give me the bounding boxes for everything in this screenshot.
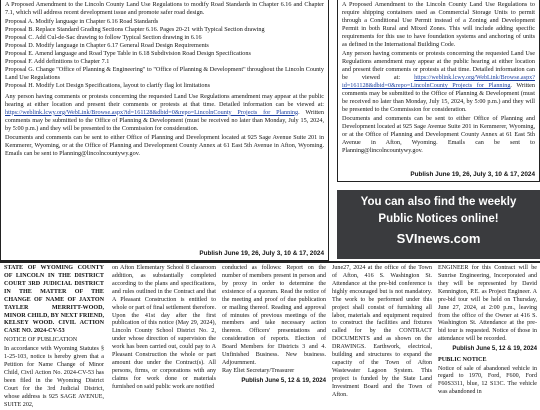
ad-line-3: SVInews.com	[396, 230, 481, 246]
proposal-h: Proposal H. Modify Lot Design Specifications, layout to clarify flag lot limitations	[5, 81, 211, 89]
proposal-list	[5, 18, 324, 89]
ad-line-1: You can also find the weekly	[360, 196, 517, 208]
public-notice-heading: PUBLIC NOTICE	[438, 357, 487, 364]
bid-notice-body: June27, 2024 at the office of the Town of Afton, 416 S. Washington St. Attendance at the pre-bid conference is highly encouraged but is not mandatory. The work to be performed under this project shall consist of furnishing all labor, materials and equipment required to construct the facilities and fixtures called for by the CONTRACT DOCUMENTS and as shown on the DRAWINGS. Earthwork, electrical, building and structures to expand the capacity of the Town of Afton Wastewater Lagoon System. This project is funded by the State Land Investment Board and the Town of Afton.	[332, 265, 432, 398]
column-4	[332, 265, 432, 400]
ad-line-2: Public Notices online!	[378, 212, 499, 225]
left-notice-comments-end: . Written comments may be submitted to the Office of Planning & Development (must be received no later than Monday, July 15, 2024, by 5:00 p.m.) and they will be presented to the Commission for consideration.	[5, 108, 324, 132]
proposal-a: Proposal A. Modify language in Chapter 6.16 Road Standards	[5, 18, 159, 26]
right-notice-comments-end: . Written comments may be submitted to the Office of Planning & Development (must be received no later than Monday, July 15, 2024, by 5:00 p.m.) and they will be presented to the Commission for consideration.	[342, 81, 535, 113]
left-notice-link[interactable]: https://weblink.lcwy.org/WebLink/Browse.aspx?id=161128&dbid=0&repo=LincolnCounty Projects for Planning	[5, 108, 299, 116]
proposal-g: Proposal G. Change "Office of Planning & Engineering" to "Office of Planning & Development" throughout the Lincoln County Land Use Regulations	[5, 66, 324, 81]
proposal-b: Proposal B. Replace Standard Grading Sections Chapter 6.16. Pages 20-21 with Typical Section drawing	[5, 26, 265, 34]
right-notice-intro: A Proposed Amendment to the Lincoln County Land Use Regulations to require shipping containers used as Commercial Storage Units to permit through a Conditional Use Permit instead of a Zoning and Development Permit in both Rural and Mixed Zones. This will include adding specific requirements for this use to have foundation systems and anchoring of units as defined in the International Building Code.	[342, 1, 535, 48]
right-notice-link[interactable]: https://weblink.lcwy.org/WebLink/Browse.aspx?id=161128&dbid=0&repo=LincolnCounty Projects for Planning	[342, 73, 535, 89]
engineer-notice-body: ENGINEER for this Contract will be Sunrise Engineering, Incorporated and they will be represented by David Kennington, P.E. as Project Engineer. A pre-bid tour will be held on Thursday, June 27, 2024, at 2:00 p.m., leaving from the office of the Owner at 416 S. Washington St. Attendance at the pre-bid tour is requested. Notice of those in attendance will be recorded.	[438, 265, 537, 343]
column-1	[4, 265, 104, 408]
right-notice-comments-text: Any person having comments or protests concerning the requested Land Use Regulations amendment may appear at the public hearing at either location and present their comments or protests at that time. Detailed information can be viewed at:	[342, 50, 535, 81]
column-5	[438, 265, 537, 400]
meeting-notice-body: conducted as follows: Report on the number of members present in person and by proxy in order to determine the existence of a quorum. Read the notice of the meeting and proof of due publication or mailing thereof. Reading and approval of minutes of previous meetings of the members and take necessary action thereon. Officers' presentations and consideration of reports. Election of Board Members for Districts 3 and 4. Unfinished Business. New business. Adjournment.	[222, 265, 326, 367]
notice-of-publication-heading: NOTICE OF PUBLICATION	[4, 337, 78, 344]
right-notice-publish: Publish June 19, 26, July 3, 10 & 17, 2024	[410, 170, 535, 178]
left-notice-comments-text: Any person having comments or protests concerning the requested Land Use Regulations amendment may appear at the public hearing at either location and present their comments or protests at that time. Detailed information can be viewed at:	[5, 92, 324, 108]
right-notice-comments	[342, 50, 535, 114]
right-notice-documents: Documents and comments can be sent to either Office of Planning and Development located at 925 Sage Avenue Suite 201 in Kemmerer, Wyoming, or at the Office of Planning and Development County Annex at 61 East 5th Avenue in Afton, Wyoming. Emails can be sent to Planning@lincolncountywy.gov.	[342, 115, 535, 154]
completion-notice-body: on Afton Elementary School 8 classroom addition, as substantially completed according to the plans and specifications, and rules outlined in the Contract and that A Pleasant Construction is entitled to whole or part of final settlement therefore. Upon the 41st day after the first publication of this notice (May 29, 2024), Lincoln County School District No. 2, under whose direction of supervision the work has been carried out, could pay to A Pleasant Construction the whole or part amount due under the Contract(s). All persons, firms, or corporations with any claims for work done or materials furnished on said public work are notified	[112, 265, 216, 390]
proposal-c: Proposal C. Add Cul-de-Sac drawing to follow Typical Section drawing in 6.16	[5, 34, 202, 42]
left-notice-comments	[5, 93, 324, 133]
svinews-ad[interactable]	[337, 190, 540, 259]
column-2	[112, 265, 216, 400]
name-change-body: In accordance with Wyoming Statutes § 1-25-103, notice is hereby given that a Petition for Name Change of Minor Child, Civil Action No. 2024-CV-53 has been filed in the Wyoming District Court for the 3rd Judicial District, whose address is 925 SAGE AVENUE, SUITE 202,	[4, 346, 104, 408]
left-notice-publish: Publish June 19, 26, July 3, 10 & 17, 2024	[199, 249, 324, 257]
column-3	[222, 265, 326, 400]
meeting-signature: Ray Eliet Secretary/Treasurer	[222, 368, 295, 375]
engineer-publish: Publish June 5, 12 & 19, 2024	[452, 345, 537, 353]
section-divider	[0, 261, 540, 263]
vehicle-sale-body: Notice of sale of abandoned vehicle in regard to 1970, Ford, F600, Ford F60S3311, blue, 12 S13C. The vehicle was abandoned in	[438, 365, 537, 396]
left-notice	[0, 0, 329, 261]
left-notice-intro: A Proposed Amendment to the Lincoln County Land Use Regulations to modify Road Standards in Chapter 6.16 and Chapter 7.1, which will address recent development issue and promote safer road design.	[5, 1, 324, 16]
left-notice-documents: Documents and comments can be sent to either Office of Planning and Development located at 925 Sage Avenue Suite 201 in Kemmerer, Wyoming, or at the Office of Planning and Development County Annex at 61 East 5th Avenue in Afton, Wyoming. Emails can be sent to Planning@lincolncountywy.gov.	[5, 134, 324, 157]
proposal-d: Proposal D. Modify language in Chapter 6.17 General Road Design Requirements	[5, 42, 209, 50]
proposal-f: Proposal F. Add definitions to Chapter 7.1	[5, 58, 110, 66]
right-notice	[337, 0, 540, 182]
name-change-heading: STATE OF WYOMING COUNTY OF LINCOLN IN THE DISTRICT COURT 3RD JUDICIAL DISTRICT IN THE MATTER OF THE CHANGE OF NAME OF JAXTON TAYLER MERRITT-WOOD, MINOR CHILD, BY NEXT FRIEND, KELSEY WOOD. CIVIL ACTION CASE NO. 2024-CV-53	[4, 265, 104, 335]
meeting-publish: Publish June 5, 12 & 19, 2024	[241, 376, 326, 384]
proposal-e: Proposal E. Amend language and Road Type Table in 6.18 Subdivision Road Design Specifications	[5, 50, 251, 58]
